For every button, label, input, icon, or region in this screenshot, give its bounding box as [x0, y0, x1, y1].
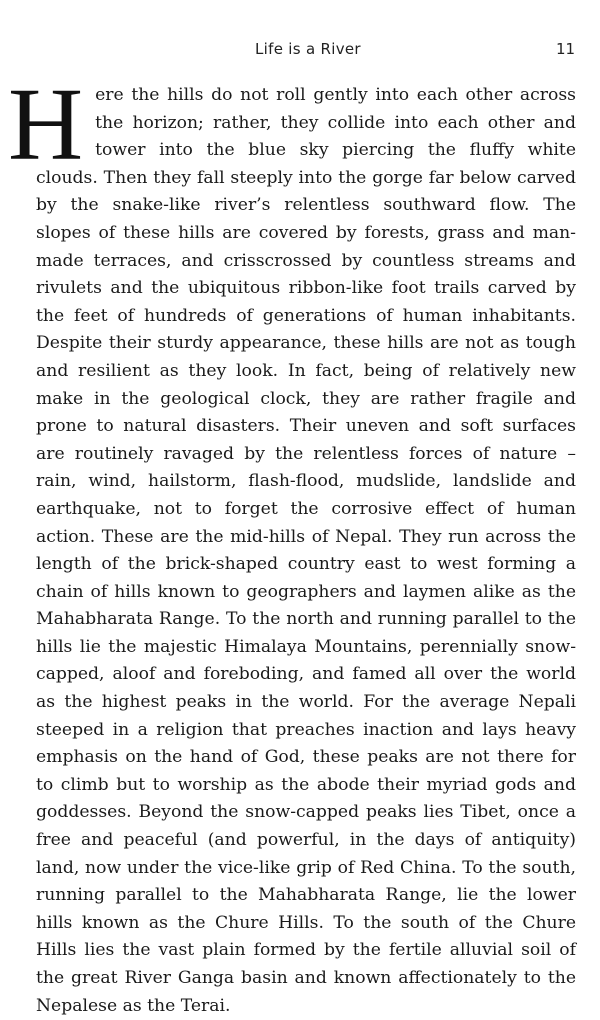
paragraph-text: ere the hills do not roll gently into each other across the horizon; rather, they collide into each other and tower into the blue sky piercing the fluffy white clouds. Then they fall steeply into the gorge far below carved by the snake-like river’s relentless southward flow. The slopes of these hills are covered by forests, grass and man-made terraces, and crisscrossed by countless streams and rivulets and the ubiquitous ribbon-like foot trails carved by the feet of hundreds of generations of human inhabitants. Despite their sturdy appearance, these hills are not as tough and resilient as they look. In fact, being of relatively new make in the geological clock, they are rather fragile and prone to natural disasters. Their uneven and soft surfaces are routinely ravaged by the relentless forces of nature – rain, wind, hailstorm, flash-flood, mudslide, landslide and earthquake, not to forget the corrosive effect of human action. These are the mid-hills of Nepal. They run across the length of the brick-shaped country east to west forming a chain of hills known to geographers and laymen alike as the Mahabharata Range. To the north and running parallel to the hills lie the majestic Himalaya Mountains, perennially snow-capped, aloof and foreboding, and famed all over the world as the highest peaks in the world. For the average Nepali steeped in a religion that preaches inaction and lays heavy emphasis on the hand of God, these peaks are not there for to climb but to worship as the abode their myriad gods and goddesses. Beyond the snow-capped peaks lies Tibet, once a free and peaceful (and powerful, in the days of antiquity) land, now under the vice-like grip of Red China. To the south, running parallel to the Mahabharata Range, lie the lower hills known as the Chure Hills. To the south of the Chure Hills lies the vast plain formed by the fertile alluvial soil of the great River Ganga basin and known affectionately to the Nepalese as the Terai. [36, 85, 576, 1016]
running-header [0, 40, 600, 64]
page-number: 11 [556, 40, 576, 58]
running-title: Life is a River [255, 40, 361, 58]
paragraph [8, 67, 576, 1020]
body-text [8, 67, 576, 1020]
drop-cap: H [8, 67, 84, 182]
